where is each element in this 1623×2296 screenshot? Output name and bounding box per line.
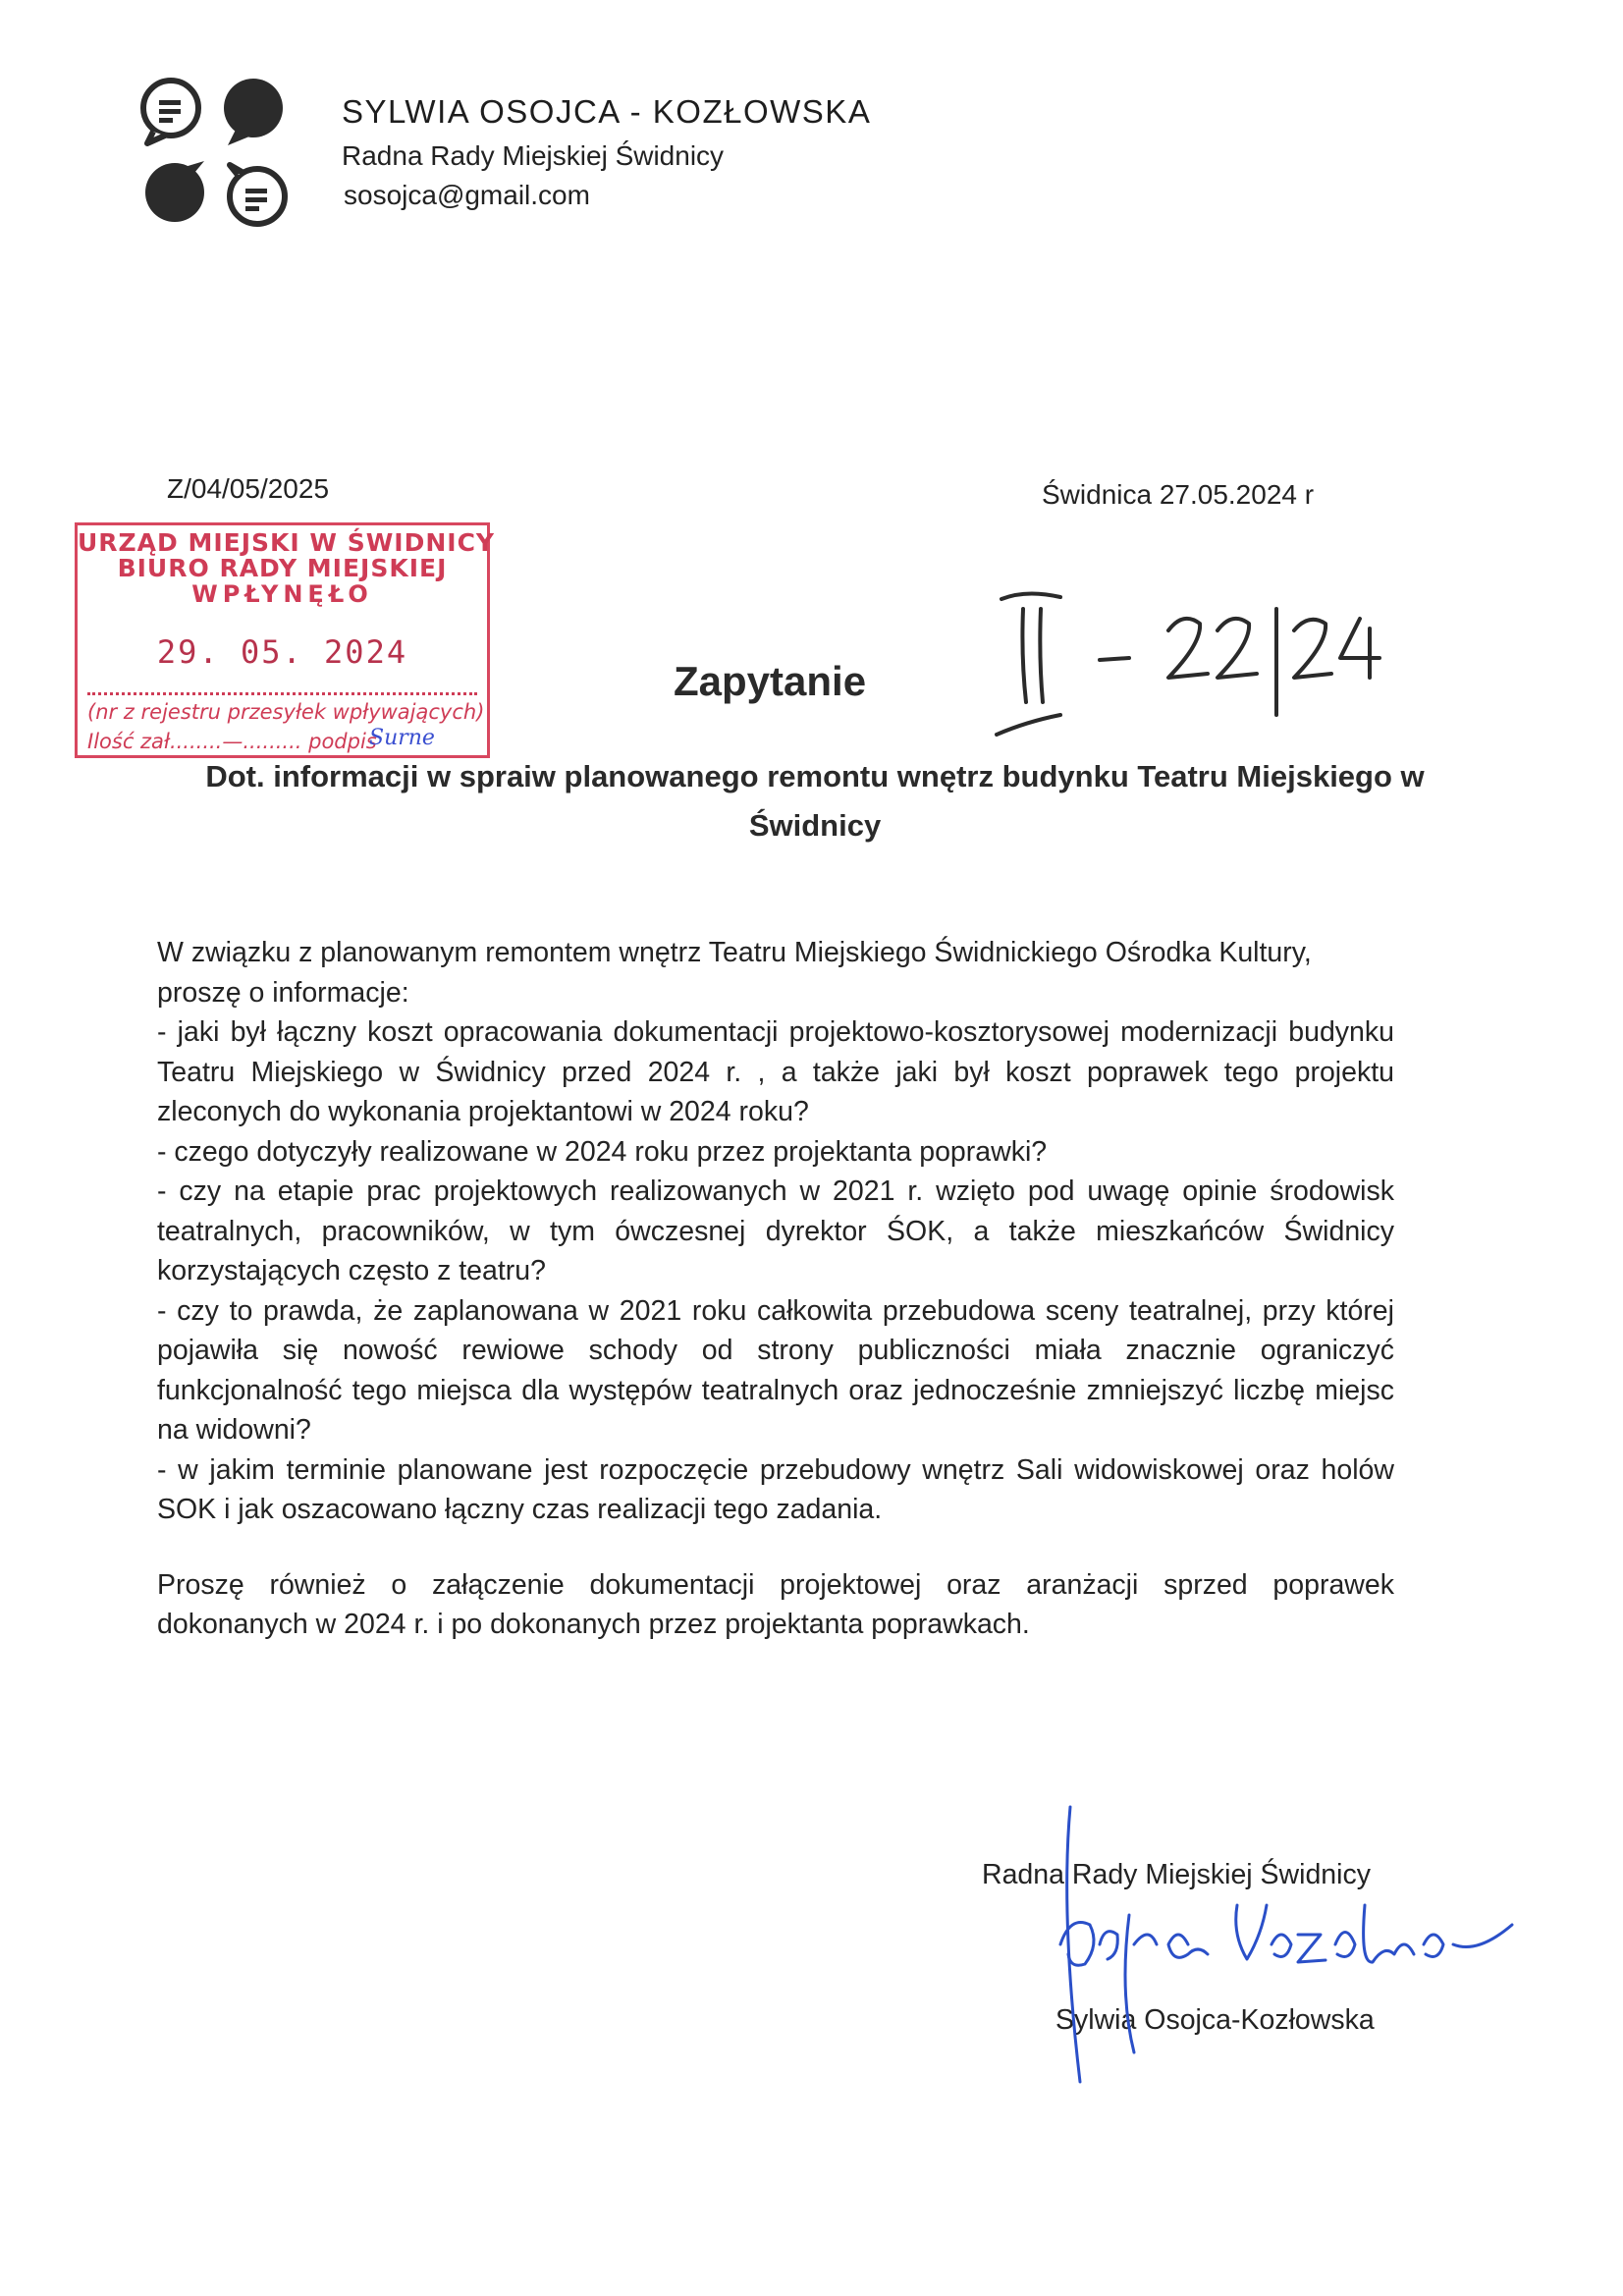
place-date: Świdnica 27.05.2024 r	[1042, 479, 1315, 510]
author-role: Radna Rady Miejskiej Świdnicy	[342, 140, 725, 171]
handwritten-signature	[1041, 1797, 1532, 2092]
stamp-signature: Surne	[369, 726, 435, 750]
speech-bubbles-logo-icon	[134, 71, 297, 234]
stamp-received: WPŁYNĘŁO	[191, 580, 373, 608]
body-paragraph: - czego dotyczyły realizowane w 2024 roku przez projektanta poprawki?	[157, 1135, 1048, 1168]
body-paragraph: - czy to prawda, że zaplanowana w 2021 roku całkowita przebudowa sceny teatralnej, przy której pojawiła się nowość rewiowe schody od strony publiczności miała znacznie ograniczyć funkcjonalność tego miejsca dla występów teatralnych oraz jednocześnie zmniejszyć liczbę miejsc na widowni?	[157, 1294, 1394, 1446]
subject-line: Dot. informacji w spraiw planowanego remontu wnętrz budynku Teatru Miejskiego w Świdnicy	[205, 759, 1425, 843]
handwritten-case-number	[982, 579, 1394, 746]
stamp-date: 29. 05. 2024	[156, 633, 408, 671]
stamp-attachments-label: Ilość zał........—......... podpis	[87, 730, 377, 753]
letter-body	[157, 933, 1394, 1645]
body-paragraph: W związku z planowanym remontem wnętrz Teatru Miejskiego Świdnickiego Ośrodka Kultury, proszę o informacje:	[157, 937, 1312, 1009]
author-email[interactable]: sosojca@gmail.com	[344, 180, 590, 210]
body-paragraph: - czy na etapie prac projektowych realizowanych w 2021 r. wzięto pod uwagę opinie środowisk teatralnych, pracowników, w tym ówczesnej dyrektor ŚOK, a także mieszkańców Świdnicy korzystających często z teatru?	[157, 1175, 1394, 1286]
stamp-bureau: BIURO RADY MIEJSKIEJ	[117, 554, 448, 582]
signature-name: Sylwia Osojca-Kozłowska	[1055, 2004, 1375, 2036]
reference-number: Z/04/05/2025	[167, 473, 330, 504]
document-title: Zapytanie	[674, 658, 867, 704]
signature-role: Radna Rady Miejskiej Świdnicy	[982, 1859, 1371, 1890]
author-name: SYLWIA OSOJCA - KOZŁOWSKA	[342, 93, 872, 130]
receipt-stamp	[75, 522, 496, 758]
body-paragraph: - jaki był łączny koszt opracowania dokumentacji projektowo-kosztorysowej modernizacji budynku Teatru Miejskiego w Świdnicy przed 2024 r. , a także jaki był koszt poprawek tego projektu zleconych do wykonania projektantowi w 2024 roku?	[157, 1016, 1394, 1127]
closing-paragraph: Proszę również o załączenie dokumentacji projektowej oraz aranżacji sprzed poprawek dokonanych w 2024 r. i po dokonanych przez projektanta poprawkach.	[157, 1568, 1394, 1640]
stamp-register-label: (nr z rejestru przesyłek wpływających)	[87, 700, 485, 724]
stamp-divider	[87, 692, 477, 695]
stamp-office: URZĄD MIEJSKI W ŚWIDNICY	[78, 528, 496, 557]
body-paragraph: - w jakim terminie planowane jest rozpoczęcie przebudowy wnętrz Sali widowiskowej oraz holów SOK i jak oszacowano łączny czas realizacji tego zadania.	[157, 1453, 1394, 1525]
